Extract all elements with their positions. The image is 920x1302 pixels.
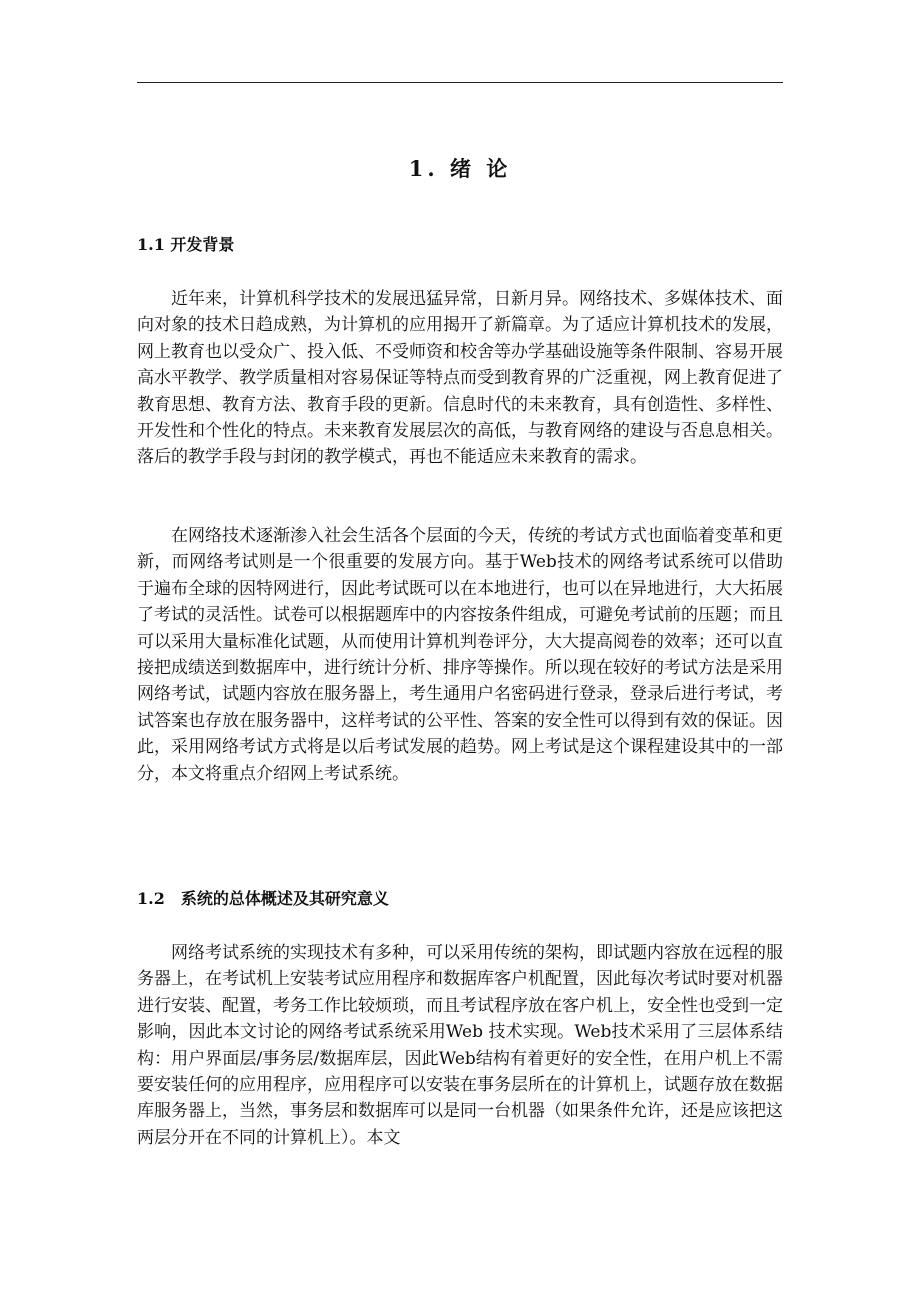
body-paragraph: 网络考试系统的实现技术有多种，可以采用传统的架构，即试题内容放在远程的服务器上，在考试机上安装考试应用程序和数据库客户机配置，因此每次考试时要对机器进行安装、配置，考务工作比较烦琐，而且考试程序放在客户机上，安全性也受到一定影响，因此本文讨论的网络考试系统采用Web 技术实现。Web技术采用了三层体系结构：用户界面层/事务层/数据库层，因此Web结构有着更好的安全性，在用户机上不需要安装任何的应用程序，应用程序可以安装在事务层所在的计算机上，试题存放在数据库服务器上，当然，事务层和数据库可以是同一台机器（如果条件允许，还是应该把这两层分开在不同的计算机上）。本文: [137, 943, 783, 1148]
section-heading: 1.2 系统的总体概述及其研究意义: [137, 889, 389, 908]
body-paragraph: 在网络技术逐渐渗入社会生活各个层面的今天，传统的考试方式也面临着变革和更新，而网络考试则是一个很重要的发展方向。基于Web技术的网络考试系统可以借助于遍布全球的因特网进行，因此考试既可以在本地进行，也可以在异地进行，大大拓展了考试的灵活性。试卷可以根据题库中的内容按条件组成，可避免考试前的压题；而且可以采用大量标准化试题，从而使用计算机判卷评分，大大提高阅卷的效率；还可以直接把成绩送到数据库中，进行统计分析、排序等操作。所以现在较好的考试方法是采用网络考试，试题内容放在服务器上，考生通用户名密码进行登录，登录后进行考试，考试答案也存放在服务器中，这样考试的公平性、答案的安全性可以得到有效的保证。因此，采用网络考试方式将是以后考试发展的趋势。网上考试是这个课程建设其中的一部分，本文将重点介绍网上考试系统。: [137, 526, 783, 784]
chapter-title: 1. 绪 论: [408, 156, 512, 181]
section-heading: 1.1 开发背景: [137, 235, 235, 254]
body-paragraph: 近年来，计算机科学技术的发展迅猛异常，日新月异。网络技术、多媒体技术、面向对象的技术日趋成熟，为计算机的应用揭开了新篇章。为了适应计算机技术的发展，网上教育也以受众广、投入低、不受师资和校舍等办学基础设施等条件限制、容易开展高水平教学、教学质量相对容易保证等特点而受到教育界的广泛重视，网上教育促进了教育思想、教育方法、教育手段的更新。信息时代的未来教育，具有创造性、多样性、开发性和个性化的特点。未来教育发展层次的高低，与教育网络的建设与否息息相关。落后的教学手段与封闭的教学模式，再也不能适应未来教育的需求。: [137, 289, 783, 468]
header-rule: [137, 82, 783, 83]
